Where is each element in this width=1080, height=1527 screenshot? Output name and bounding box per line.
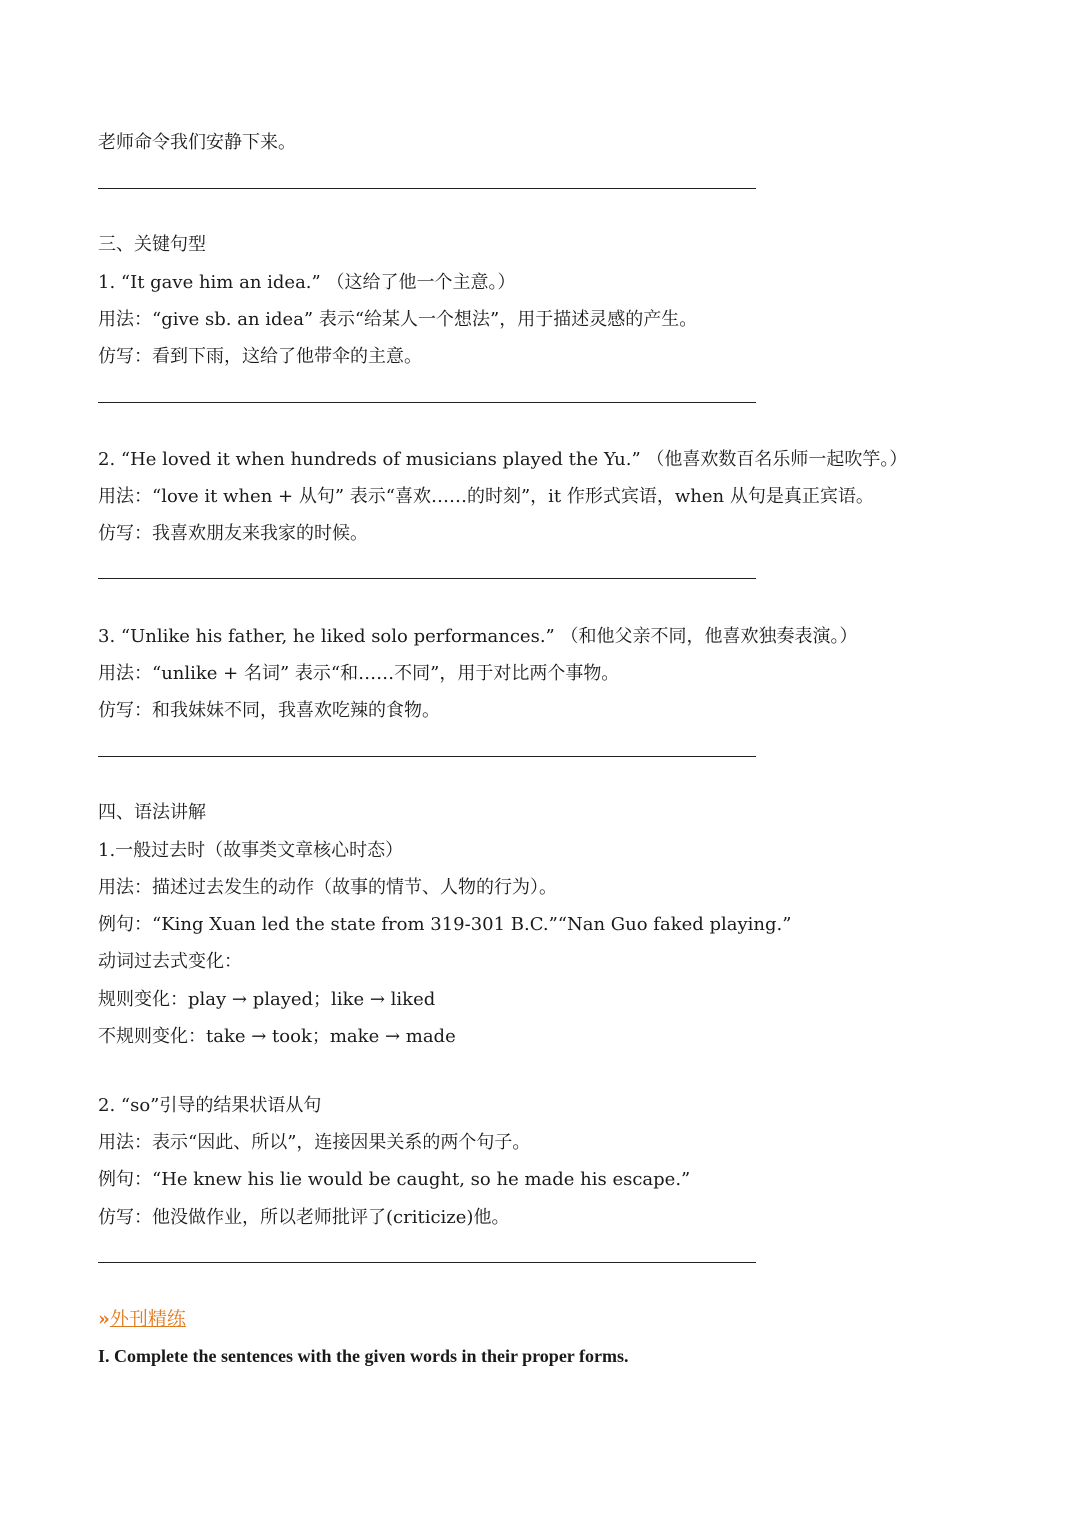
usage-3: 用法：“unlike + 名词” 表示“和……不同”，用于对比两个事物。 (98, 663, 620, 684)
section-link-foreign-journal[interactable] (98, 1307, 186, 1331)
practice-2: 仿写：我喜欢朋友来我家的时候。 (98, 523, 368, 544)
answer-line (98, 578, 756, 579)
practice-3: 仿写：和我妹妹不同，我喜欢吃辣的食物。 (98, 700, 440, 721)
intro-prompt: 老师命令我们安静下来。 (98, 132, 296, 153)
answer-line (98, 402, 756, 403)
section-heading-key-sentences: 三、关键句型 (98, 234, 206, 255)
key-sentence-3: 3. “Unlike his father, he liked solo performances.” （和他父亲不同，他喜欢独奏表演。） (98, 626, 858, 647)
usage-1: 用法：“give sb. an idea” 表示“给某人一个想法”，用于描述灵感的产生。 (98, 309, 698, 330)
section-heading-grammar: 四、语法讲解 (98, 802, 206, 823)
grammar-point-1-irregular: 不规则变化：take → took；make → made (98, 1026, 456, 1047)
section-link-label[interactable]: 外刊精练 (109, 1308, 186, 1330)
grammar-point-2-practice: 仿写：他没做作业，所以老师批评了(criticize)他。 (98, 1207, 510, 1228)
practice-1: 仿写：看到下雨，这给了他带伞的主意。 (98, 346, 422, 367)
answer-line (98, 1262, 756, 1263)
grammar-point-1-usage: 用法：描述过去发生的动作（故事的情节、人物的行为）。 (98, 877, 557, 898)
grammar-point-2-example: 例句：“He knew his lie would be caught, so he made his escape.” (98, 1169, 691, 1190)
grammar-point-1-title: 1.一般过去时（故事类文章核心时态） (98, 840, 404, 861)
double-chevron-right-icon: » (98, 1308, 106, 1330)
key-sentence-1: 1. “It gave him an idea.” （这给了他一个主意。） (98, 272, 516, 293)
grammar-point-1-change-title: 动词过去式变化： (98, 951, 242, 972)
grammar-point-2-title: 2. “so”引导的结果状语从句 (98, 1095, 322, 1116)
grammar-point-1-regular: 规则变化：play → played；like → liked (98, 989, 436, 1010)
grammar-point-2-usage: 用法：表示“因此、所以”，连接因果关系的两个句子。 (98, 1132, 531, 1153)
exercise-instruction: I. Complete the sentences with the given words in their proper forms. (98, 1346, 629, 1366)
answer-line (98, 756, 756, 757)
usage-2: 用法：“love it when + 从句” 表示“喜欢……的时刻”，it 作形式宾语，when 从句是真正宾语。 (98, 486, 874, 507)
answer-line (98, 188, 756, 189)
grammar-point-1-example: 例句：“King Xuan led the state from 319-301 B.C.”“Nan Guo faked playing.” (98, 914, 792, 935)
key-sentence-2: 2. “He loved it when hundreds of musicians played the Yu.” （他喜欢数百名乐师一起吹竽。） (98, 449, 908, 470)
